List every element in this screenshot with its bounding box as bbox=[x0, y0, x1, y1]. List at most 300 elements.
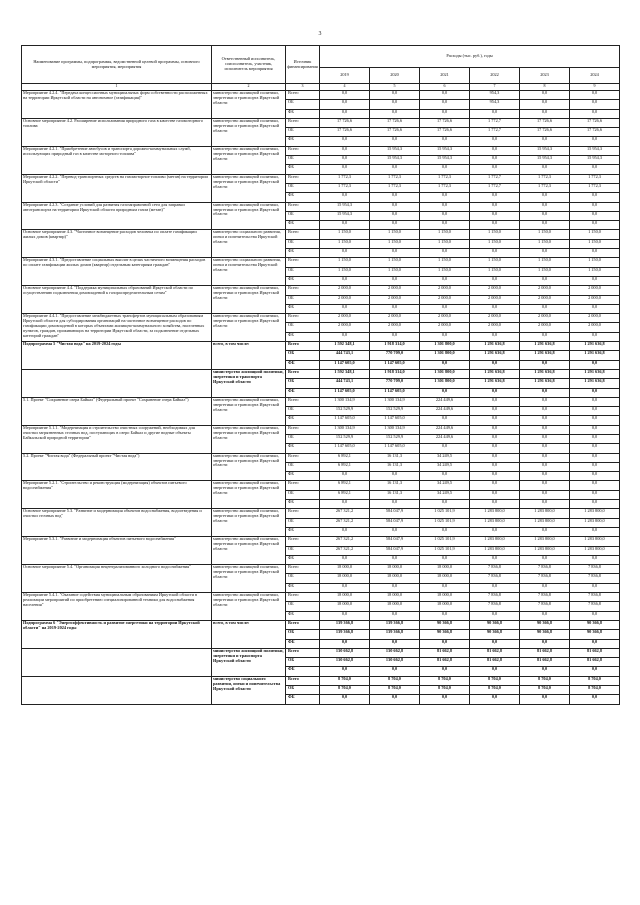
value-cell: 0,0 bbox=[520, 137, 570, 146]
value-cell: 2 000,0 bbox=[420, 323, 470, 332]
value-cell: 0,0 bbox=[570, 249, 620, 258]
value-cell: 81 662,8 bbox=[420, 648, 470, 657]
value-cell: 0,0 bbox=[570, 444, 620, 453]
executor-cell: министерство жилищной политики, энергетики и транспорта Иркутской области bbox=[212, 425, 286, 453]
source-cell: ФБ bbox=[286, 276, 320, 285]
value-cell: 0,0 bbox=[570, 360, 620, 369]
source-cell: ФБ bbox=[286, 193, 320, 202]
program-name-cell: Мероприятие 4.4.1. "Предоставление межбюджетных трансфертов муниципальным образованиям Иркутской области для субсидирования организаций на частичное возмещение расходов по газификации домовладений в которых объектами жилищно-коммунального хозяйства, населенных пунктов, граждан, проживающих на территории Иркутской области, за подключение отдельных категорий граждан" bbox=[22, 314, 212, 342]
value-cell: 0,0 bbox=[520, 109, 570, 118]
value-cell: 0,0 bbox=[570, 611, 620, 620]
value-cell: 1 291 636,8 bbox=[520, 351, 570, 360]
program-name-cell: Подпрограмма 5 "Чистая вода" на 2019-2024 годы bbox=[22, 342, 212, 370]
value-cell: 90 366,8 bbox=[570, 620, 620, 629]
program-name-cell: Мероприятие 5.1.1. "Модернизация и строительство очистных сооружений, необходимых для очистки загрязненных сточных вод, поступающих в озеро Байкал и другие водные объекты Байкальской природной территории" bbox=[22, 425, 212, 453]
value-cell: 0,0 bbox=[470, 583, 520, 592]
value-cell: 444 743,1 bbox=[320, 351, 370, 360]
source-cell: ФБ bbox=[286, 332, 320, 341]
value-cell: 0,0 bbox=[570, 527, 620, 536]
value-cell: 1 300 134,9 bbox=[370, 425, 420, 434]
value-cell: 0,0 bbox=[420, 221, 470, 230]
source-cell: ОБ bbox=[286, 407, 320, 416]
value-cell: 1 025 101,9 bbox=[420, 546, 470, 555]
executor-cell: министерство социального развития, опеки и попечительства Иркутской области bbox=[212, 230, 286, 258]
value-cell: 0,0 bbox=[470, 407, 520, 416]
program-name-cell bbox=[22, 648, 212, 676]
value-cell: 18 000,0 bbox=[320, 602, 370, 611]
value-cell: 0,0 bbox=[470, 462, 520, 471]
value-cell: 18 000,0 bbox=[370, 574, 420, 583]
source-cell: ОБ bbox=[286, 239, 320, 248]
source-cell: ОБ bbox=[286, 323, 320, 332]
value-cell: 0,0 bbox=[520, 91, 570, 100]
value-cell: 1 150,0 bbox=[470, 267, 520, 276]
value-cell: 0,0 bbox=[570, 165, 620, 174]
value-cell: 139 366,8 bbox=[320, 630, 370, 639]
source-cell: ОБ bbox=[286, 156, 320, 165]
value-cell: 7 836,8 bbox=[470, 565, 520, 574]
value-cell: 7 836,8 bbox=[520, 565, 570, 574]
source-cell: Всего bbox=[286, 397, 320, 406]
value-cell: 2 000,0 bbox=[420, 286, 470, 295]
value-cell: 1 772,3 bbox=[520, 174, 570, 183]
value-cell: 0,0 bbox=[470, 611, 520, 620]
value-cell: 0,0 bbox=[420, 109, 470, 118]
value-cell: 0,0 bbox=[570, 100, 620, 109]
value-cell: 2 000,0 bbox=[570, 314, 620, 323]
value-cell: 1 025 101,9 bbox=[420, 509, 470, 518]
column-number: 1 bbox=[22, 84, 212, 91]
value-cell: 0,0 bbox=[320, 472, 370, 481]
value-cell: 0,0 bbox=[570, 221, 620, 230]
value-cell: 2 000,0 bbox=[370, 295, 420, 304]
value-cell: 139 366,8 bbox=[370, 630, 420, 639]
value-cell: 0,0 bbox=[320, 332, 370, 341]
value-cell: 1 291 636,8 bbox=[470, 369, 520, 378]
value-cell: 0,0 bbox=[520, 416, 570, 425]
value-cell: 0,0 bbox=[470, 667, 520, 676]
table-row bbox=[22, 620, 620, 629]
value-cell: 0,0 bbox=[370, 202, 420, 211]
source-cell: ФБ bbox=[286, 137, 320, 146]
value-cell: 1 283 800,0 bbox=[520, 518, 570, 527]
value-cell: 6 892,1 bbox=[320, 490, 370, 499]
value-cell: 0,0 bbox=[570, 639, 620, 648]
value-cell: 1 291 636,8 bbox=[520, 369, 570, 378]
value-cell: 1 772,3 bbox=[370, 183, 420, 192]
value-cell: 0,0 bbox=[420, 527, 470, 536]
executor-cell: министерство жилищной политики, энергетики и транспорта Иркутской области bbox=[212, 453, 286, 481]
value-cell: 7 836,8 bbox=[520, 593, 570, 602]
value-cell: 1 301 800,0 bbox=[420, 351, 470, 360]
value-cell: 584 047,9 bbox=[370, 537, 420, 546]
value-cell: 0,0 bbox=[320, 249, 370, 258]
executor-cell: министерство социального развития, опеки и попечительства Иркутской области bbox=[212, 258, 286, 286]
value-cell: 0,0 bbox=[420, 100, 470, 109]
header-year: 2020 bbox=[370, 68, 420, 84]
value-cell: 0,0 bbox=[520, 639, 570, 648]
value-cell: 0,0 bbox=[370, 137, 420, 146]
value-cell: 17 726,6 bbox=[370, 128, 420, 137]
value-cell: 130 662,8 bbox=[320, 658, 370, 667]
value-cell: 15 954,3 bbox=[370, 146, 420, 155]
program-name-cell: Мероприятие 5.4.1. "Оказание содействия муниципальным образованиям Иркутской области в реализации мероприятий по приобретению специализированной техники для водоснабжения населения" bbox=[22, 593, 212, 621]
value-cell: 224 449,6 bbox=[420, 407, 470, 416]
value-cell: 1 283 800,0 bbox=[520, 537, 570, 546]
value-cell: 0,0 bbox=[570, 453, 620, 462]
value-cell: 90 366,8 bbox=[420, 630, 470, 639]
value-cell: 0,0 bbox=[570, 202, 620, 211]
value-cell: 1 283 800,0 bbox=[570, 546, 620, 555]
value-cell: 16 131,3 bbox=[370, 490, 420, 499]
value-cell: 0,0 bbox=[420, 583, 470, 592]
value-cell: 0,0 bbox=[470, 425, 520, 434]
value-cell: 18 000,0 bbox=[320, 565, 370, 574]
value-cell: 0,0 bbox=[470, 276, 520, 285]
value-cell: 1 150,0 bbox=[520, 258, 570, 267]
value-cell: 1 300 134,9 bbox=[370, 397, 420, 406]
executor-cell: министерство жилищной политики, энергетики и транспорта Иркутской области bbox=[212, 509, 286, 537]
executor-cell: министерство жилищной политики, энергетики и транспорта Иркутской области bbox=[212, 146, 286, 174]
table-row bbox=[22, 286, 620, 295]
value-cell: 0,0 bbox=[520, 481, 570, 490]
value-cell: 0,0 bbox=[370, 211, 420, 220]
program-name-cell: 5.1. Проект "Сохранение озера Байкал" (Федеральный проект "Сохранение озера Байкал") bbox=[22, 397, 212, 425]
value-cell: 1 291 636,8 bbox=[570, 379, 620, 388]
value-cell: 0,0 bbox=[420, 555, 470, 564]
value-cell: 0,0 bbox=[470, 211, 520, 220]
value-cell: 0,0 bbox=[570, 425, 620, 434]
value-cell: 444 743,1 bbox=[320, 379, 370, 388]
table-row bbox=[22, 453, 620, 462]
value-cell: 2 000,0 bbox=[370, 323, 420, 332]
value-cell: 0,0 bbox=[520, 453, 570, 462]
value-cell: 0,0 bbox=[420, 695, 470, 704]
value-cell: 0,0 bbox=[370, 667, 420, 676]
value-cell: 2 000,0 bbox=[370, 286, 420, 295]
value-cell: 0,0 bbox=[420, 472, 470, 481]
value-cell: 0,0 bbox=[370, 249, 420, 258]
value-cell: 152 529,9 bbox=[370, 434, 420, 443]
value-cell: 0,0 bbox=[520, 555, 570, 564]
value-cell: 2 000,0 bbox=[470, 295, 520, 304]
executor-cell: министерство жилищной политики, энергетики и транспорта Иркутской области bbox=[212, 397, 286, 425]
program-name-cell: Мероприятие 5.2.1. "Строительство и реконструкция (модернизация) объектов питьевого водоснабжения" bbox=[22, 481, 212, 509]
value-cell: 1 772,7 bbox=[470, 128, 520, 137]
value-cell: 152 529,9 bbox=[370, 407, 420, 416]
value-cell: 2 000,0 bbox=[520, 286, 570, 295]
column-number: 2 bbox=[212, 84, 286, 91]
value-cell: 0,0 bbox=[370, 472, 420, 481]
value-cell: 8 704,0 bbox=[370, 676, 420, 685]
value-cell: 0,0 bbox=[370, 193, 420, 202]
value-cell: 0,0 bbox=[520, 388, 570, 397]
value-cell: 0,0 bbox=[370, 109, 420, 118]
value-cell: 0,0 bbox=[320, 695, 370, 704]
table-row bbox=[22, 481, 620, 490]
value-cell: 18 000,0 bbox=[420, 574, 470, 583]
value-cell: 18 000,0 bbox=[420, 602, 470, 611]
value-cell: 0,0 bbox=[470, 555, 520, 564]
value-cell: 1 150,0 bbox=[570, 239, 620, 248]
source-cell: ОБ bbox=[286, 602, 320, 611]
value-cell: 1 283 800,0 bbox=[470, 537, 520, 546]
value-cell: 0,0 bbox=[420, 416, 470, 425]
value-cell: 0,0 bbox=[470, 639, 520, 648]
value-cell: 18 000,0 bbox=[320, 574, 370, 583]
program-name-cell: Основное мероприятие 5.4. "Организация нецентрализованного холодного водоснабжения" bbox=[22, 565, 212, 593]
value-cell: 0,0 bbox=[520, 434, 570, 443]
value-cell: 1 300 134,9 bbox=[320, 397, 370, 406]
value-cell: 1 147 605,0 bbox=[320, 416, 370, 425]
program-name-cell: Мероприятие 4.3.1. "Предоставление социальных выплат в целях частичного возмещения расходов по оплате газификации жилых домов (квартир) отдельным категориям граждан" bbox=[22, 258, 212, 286]
value-cell: 0,0 bbox=[470, 109, 520, 118]
value-cell: 15 954,3 bbox=[420, 156, 470, 165]
value-cell: 152 529,9 bbox=[320, 434, 370, 443]
value-cell: 0,0 bbox=[470, 472, 520, 481]
value-cell: 81 662,8 bbox=[570, 648, 620, 657]
source-cell: ОБ bbox=[286, 295, 320, 304]
value-cell: 16 131,3 bbox=[370, 453, 420, 462]
source-cell: Всего bbox=[286, 202, 320, 211]
value-cell: 0,0 bbox=[320, 156, 370, 165]
header-year: 2023 bbox=[520, 68, 570, 84]
source-cell: ФБ bbox=[286, 388, 320, 397]
value-cell: 267 321,2 bbox=[320, 509, 370, 518]
value-cell: 1 291 636,8 bbox=[570, 351, 620, 360]
executor-cell: министерство жилищной политики, энергетики и транспорта Иркутской области bbox=[212, 174, 286, 202]
value-cell: 7 836,8 bbox=[570, 574, 620, 583]
source-cell: Всего bbox=[286, 676, 320, 685]
value-cell: 0,0 bbox=[420, 165, 470, 174]
program-name-cell: Основное мероприятие 4.2. Расширение использования природного газа в качестве газомоторного топлива bbox=[22, 118, 212, 146]
value-cell: 8 704,0 bbox=[570, 676, 620, 685]
value-cell: 1 150,0 bbox=[420, 267, 470, 276]
source-cell: ОБ bbox=[286, 434, 320, 443]
value-cell: 0,0 bbox=[320, 500, 370, 509]
value-cell: 139 366,8 bbox=[370, 620, 420, 629]
executor-cell: министерство жилищной политики, энергетики и транспорта Иркутской области bbox=[212, 481, 286, 509]
value-cell: 0,0 bbox=[470, 397, 520, 406]
value-cell: 0,0 bbox=[520, 667, 570, 676]
value-cell: 0,0 bbox=[570, 211, 620, 220]
value-cell: 0,0 bbox=[320, 527, 370, 536]
source-cell: ФБ bbox=[286, 304, 320, 313]
value-cell: 0,0 bbox=[520, 332, 570, 341]
value-cell: 1 772,3 bbox=[520, 183, 570, 192]
value-cell: 0,0 bbox=[520, 500, 570, 509]
value-cell: 81 662,8 bbox=[570, 658, 620, 667]
value-cell: 7 836,8 bbox=[570, 565, 620, 574]
source-cell: Всего bbox=[286, 258, 320, 267]
value-cell: 7 836,8 bbox=[570, 602, 620, 611]
value-cell: 1 291 636,8 bbox=[520, 342, 570, 351]
value-cell: 0,0 bbox=[520, 249, 570, 258]
source-cell: ОБ bbox=[286, 351, 320, 360]
value-cell: 0,0 bbox=[570, 416, 620, 425]
executor-cell: министерство жилищной политики, энергетики и транспорта Иркутской области bbox=[212, 537, 286, 565]
table-row bbox=[22, 593, 620, 602]
value-cell: 34 249,5 bbox=[420, 490, 470, 499]
source-cell: ОБ bbox=[286, 183, 320, 192]
value-cell: 0,0 bbox=[470, 481, 520, 490]
header-year: 2024 bbox=[570, 68, 620, 84]
value-cell: 1 300 134,9 bbox=[320, 425, 370, 434]
executor-cell: министерство жилищной политики, энергетики и транспорта Иркутской области bbox=[212, 202, 286, 230]
value-cell: 7 836,8 bbox=[520, 602, 570, 611]
value-cell: 2 000,0 bbox=[320, 323, 370, 332]
value-cell: 0,0 bbox=[520, 462, 570, 471]
source-cell: ОБ bbox=[286, 267, 320, 276]
value-cell: 1 291 636,8 bbox=[570, 342, 620, 351]
source-cell: ОБ bbox=[286, 211, 320, 220]
value-cell: 1 918 314,0 bbox=[370, 342, 420, 351]
value-cell: 1 772,3 bbox=[570, 174, 620, 183]
table-row bbox=[22, 202, 620, 211]
value-cell: 0,0 bbox=[420, 304, 470, 313]
value-cell: 0,0 bbox=[470, 156, 520, 165]
program-name-cell: Основное мероприятие 5.3. "Развитие и модернизация объектов водоснабжения, водоотведения и очистки сточных вод" bbox=[22, 509, 212, 537]
value-cell: 1 150,0 bbox=[370, 239, 420, 248]
value-cell: 1 283 800,0 bbox=[570, 518, 620, 527]
value-cell: 0,0 bbox=[420, 91, 470, 100]
value-cell: 0,0 bbox=[570, 304, 620, 313]
value-cell: 267 321,2 bbox=[320, 518, 370, 527]
value-cell: 0,0 bbox=[320, 137, 370, 146]
table-row bbox=[22, 425, 620, 434]
value-cell: 0,0 bbox=[570, 500, 620, 509]
value-cell: 0,0 bbox=[320, 304, 370, 313]
value-cell: 15 954,3 bbox=[420, 146, 470, 155]
value-cell: 8 704,0 bbox=[370, 686, 420, 695]
source-cell: Всего bbox=[286, 118, 320, 127]
value-cell: 7 836,8 bbox=[470, 593, 520, 602]
value-cell: 17 726,6 bbox=[320, 128, 370, 137]
value-cell: 8 704,0 bbox=[570, 686, 620, 695]
column-number: 6 bbox=[420, 84, 470, 91]
value-cell: 0,0 bbox=[520, 221, 570, 230]
value-cell: 17 726,6 bbox=[420, 128, 470, 137]
value-cell: 17 726,6 bbox=[420, 118, 470, 127]
value-cell: 130 662,8 bbox=[320, 648, 370, 657]
value-cell: 1 147 605,0 bbox=[370, 388, 420, 397]
value-cell: 1 772,3 bbox=[420, 183, 470, 192]
source-cell: Всего bbox=[286, 146, 320, 155]
value-cell: 0,0 bbox=[470, 146, 520, 155]
value-cell: 0,0 bbox=[570, 583, 620, 592]
source-cell: Всего bbox=[286, 620, 320, 629]
value-cell: 1 150,0 bbox=[420, 239, 470, 248]
table-row bbox=[22, 648, 620, 657]
value-cell: 1 283 800,0 bbox=[520, 546, 570, 555]
value-cell: 81 662,8 bbox=[520, 658, 570, 667]
value-cell: 0,0 bbox=[320, 100, 370, 109]
value-cell: 224 449,6 bbox=[420, 397, 470, 406]
value-cell: 0,0 bbox=[420, 639, 470, 648]
value-cell: 17 726,6 bbox=[320, 118, 370, 127]
value-cell: 2 000,0 bbox=[570, 286, 620, 295]
value-cell: 15 954,3 bbox=[570, 156, 620, 165]
value-cell: 1 772,3 bbox=[370, 174, 420, 183]
value-cell: 139 366,8 bbox=[320, 620, 370, 629]
source-cell: Всего bbox=[286, 369, 320, 378]
value-cell: 0,0 bbox=[570, 490, 620, 499]
value-cell: 1 150,0 bbox=[470, 258, 520, 267]
column-number: 4 bbox=[320, 84, 370, 91]
value-cell: 1 592 348,1 bbox=[320, 369, 370, 378]
value-cell: 8 704,0 bbox=[520, 686, 570, 695]
value-cell: 0,0 bbox=[370, 100, 420, 109]
value-cell: 8 704,0 bbox=[420, 686, 470, 695]
value-cell: 8 704,0 bbox=[520, 676, 570, 685]
value-cell: 0,0 bbox=[570, 695, 620, 704]
value-cell: 0,0 bbox=[570, 407, 620, 416]
header-source: Источник финансирования bbox=[286, 46, 320, 84]
value-cell: 1 291 636,8 bbox=[470, 351, 520, 360]
value-cell: 224 449,6 bbox=[420, 434, 470, 443]
value-cell: 0,0 bbox=[520, 472, 570, 481]
value-cell: 1 291 636,8 bbox=[470, 342, 520, 351]
value-cell: 584 047,9 bbox=[370, 518, 420, 527]
value-cell: 0,0 bbox=[420, 611, 470, 620]
source-cell: Всего bbox=[286, 286, 320, 295]
source-cell: ОБ bbox=[286, 686, 320, 695]
value-cell: 0,0 bbox=[420, 500, 470, 509]
executor-cell: министерство жилищной политики, энергетики и транспорта Иркутской области bbox=[212, 286, 286, 314]
source-cell: ОБ bbox=[286, 630, 320, 639]
source-cell: Всего bbox=[286, 230, 320, 239]
value-cell: 0,0 bbox=[370, 555, 420, 564]
source-cell: ФБ bbox=[286, 165, 320, 174]
table-row bbox=[22, 676, 620, 685]
table-row bbox=[22, 565, 620, 574]
value-cell: 2 000,0 bbox=[520, 323, 570, 332]
value-cell: 1 283 800,0 bbox=[470, 509, 520, 518]
value-cell: 18 000,0 bbox=[320, 593, 370, 602]
value-cell: 17 726,6 bbox=[520, 118, 570, 127]
value-cell: 34 249,5 bbox=[420, 462, 470, 471]
value-cell: 1 150,0 bbox=[370, 258, 420, 267]
value-cell: 0,0 bbox=[470, 444, 520, 453]
column-number: 8 bbox=[520, 84, 570, 91]
value-cell: 1 283 800,0 bbox=[470, 546, 520, 555]
value-cell: 0,0 bbox=[520, 360, 570, 369]
header-expenses: Расходы (тыс. руб.), годы bbox=[320, 46, 620, 68]
table-row bbox=[22, 397, 620, 406]
value-cell: 1 150,0 bbox=[420, 258, 470, 267]
value-cell: 0,0 bbox=[370, 91, 420, 100]
value-cell: 0,0 bbox=[570, 555, 620, 564]
value-cell: 0,0 bbox=[520, 202, 570, 211]
value-cell: 0,0 bbox=[370, 332, 420, 341]
value-cell: 0,0 bbox=[420, 332, 470, 341]
value-cell: 15 954,3 bbox=[520, 146, 570, 155]
value-cell: 0,0 bbox=[320, 193, 370, 202]
value-cell: 0,0 bbox=[470, 137, 520, 146]
program-name-cell: Мероприятие 4.2.3. "Создание условий для развития газозаправочной сети для заправки автотранспорта на территории Иркутской области природным газом (метан)" bbox=[22, 202, 212, 230]
value-cell: 2 000,0 bbox=[520, 295, 570, 304]
value-cell: 7 836,8 bbox=[470, 602, 520, 611]
value-cell: 7 836,8 bbox=[570, 593, 620, 602]
value-cell: 2 000,0 bbox=[320, 286, 370, 295]
value-cell: 0,0 bbox=[570, 397, 620, 406]
value-cell: 0,0 bbox=[520, 490, 570, 499]
value-cell: 1 150,0 bbox=[320, 230, 370, 239]
value-cell: 6 892,1 bbox=[320, 453, 370, 462]
value-cell: 0,0 bbox=[470, 332, 520, 341]
value-cell: 1 147 605,0 bbox=[320, 360, 370, 369]
value-cell: 15 954,3 bbox=[570, 146, 620, 155]
